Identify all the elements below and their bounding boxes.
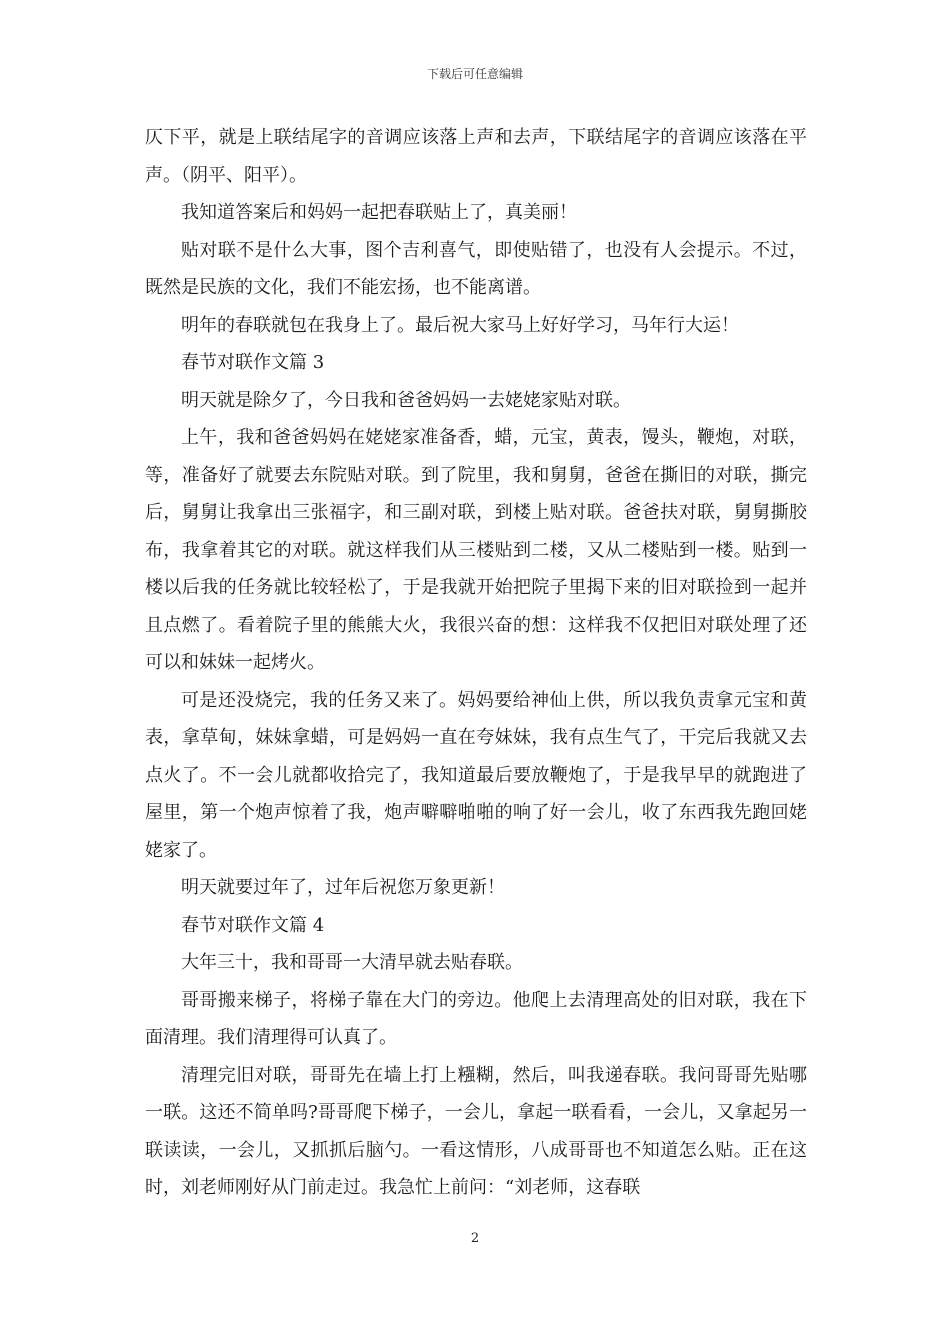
paragraph: 贴对联不是什么大事，图个吉利喜气，即使贴错了，也没有人会提示。不过，既然是民族的文化，我们不能宏扬，也不能离谱。 <box>145 239 807 298</box>
section-heading: 春节对联作文篇 3 <box>181 352 325 373</box>
section-heading: 春节对联作文篇 4 <box>181 914 325 936</box>
paragraph: 我知道答案后和妈妈一起把春联贴上了，真美丽！ <box>181 202 577 223</box>
document-body <box>145 119 807 1207</box>
paragraph: 仄下平，就是上联结尾字的音调应该落上声和去声，下联结尾字的音调应该落在平声。（阴平、阳平）。 <box>145 127 807 186</box>
paragraph: 上午，我和爸爸妈妈在姥姥家准备香，蜡，元宝，黄表，馒头，鞭炮，对联，等，准备好了就要去东院贴对联。到了院里，我和舅舅，爸爸在撕旧的对联，撕完后，舅舅让我拿出三张福字，和三副对联，到楼上贴对联。爸爸扶对联，舅舅撕胶布，我拿着其它的对联。就这样我们从三楼贴到二楼，又从二楼贴到一楼。贴到一楼以后我的任务就比较轻松了，于是我就开始把院子里揭下来的旧对联捡到一起并且点燃了。看着院子里的熊熊大火，我很兴奋的想：这样我不仅把旧对联处理了还可以和妹妹一起烤火。 <box>145 427 807 673</box>
paragraph: 明天就要过年了，过年后祝您万象更新！ <box>181 877 505 898</box>
paragraph: 可是还没烧完，我的任务又来了。妈妈要给神仙上供，所以我负责拿元宝和黄表，拿草甸，妹妹拿蜡，可是妈妈一直在夸妹妹，我有点生气了，干完后我就又去点火了。不一会儿就都收拾完了，我知道最后要放鞭炮了，于是我早早的就跑进了屋里，第一个炮声惊着了我，炮声噼噼啪啪的响了好一会儿，收了东西我先跑回姥姥家了。 <box>145 689 807 861</box>
paragraph: 明天就是除夕了，今日我和爸爸妈妈一去姥姥家贴对联。 <box>181 389 631 411</box>
paragraph: 哥哥搬来梯子，将梯子靠在大门的旁边。他爬上去清理高处的旧对联，我在下面清理。我们清理得可认真了。 <box>145 989 807 1048</box>
page-number: 2 <box>470 1231 480 1246</box>
paragraph: 清理完旧对联，哥哥先在墙上打上糨糊，然后，叫我递春联。我问哥哥先贴哪一联。这还不简单吗?哥哥爬下梯子，一会儿，拿起一联看看，一会儿，又拿起另一联读读，一会儿，又抓抓后脑勺。一看这情形，八成哥哥也不知道怎么贴。正在这时，刘老师刚好从门前走过。我急忙上前问：“刘老师，这春联 <box>145 1064 807 1198</box>
paragraph: 明年的春联就包在我身上了。最后祝大家马上好好学习，马年行大运！ <box>181 314 739 336</box>
paragraph: 大年三十，我和哥哥一大清早就去贴春联。 <box>181 952 523 973</box>
page-header-note: 下载后可任意编辑 <box>426 67 523 81</box>
